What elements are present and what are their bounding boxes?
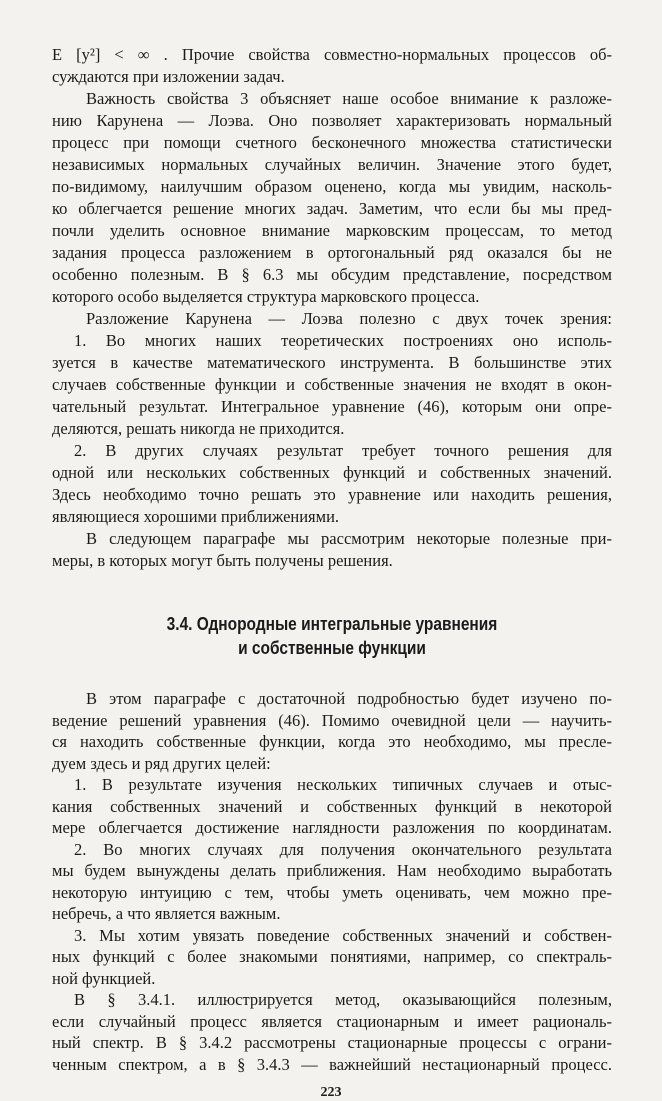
text-line: В этом параграфе с достаточной подробностью будет изучено по- <box>86 689 612 708</box>
text-line: ся находить собственные функции, когда это необходимо, мы пресле- <box>52 732 612 751</box>
text-line: 1. В результате изучения нескольких типичных случаев и отыс- <box>74 775 612 794</box>
text-line: 1. Во многих наших теоретических построениях оно исполь- <box>74 331 612 350</box>
text-line: В следующем параграфе мы рассмотрим некоторые полезные при- <box>86 529 612 548</box>
text-line: 3. Мы хотим увязать поведение собственных значений и собствен- <box>74 925 612 945</box>
text-line: если случайный процесс является стационарным и имеет рациональ- <box>52 1011 612 1031</box>
text-line: небречь, а что является важным. <box>52 904 281 923</box>
text-line: мере облегчается достижение наглядности разложения по координатам. <box>52 818 612 837</box>
text-line: нию Карунена — Лоэва. Оно позволяет характеризовать нормальный <box>52 111 612 130</box>
section-heading-line-2: и собственные функции <box>238 638 426 658</box>
text-line: кания собственных значений и собственных функций в некоторой <box>52 796 612 816</box>
text-line: 2. В других случаях результат требует точного решения для <box>74 441 612 460</box>
text-line: ный спектр. В § 3.4.2 рассмотрены стационарные процессы с ограни- <box>52 1033 612 1052</box>
text-line: Здесь необходимо точно решать это уравнение или находить решения, <box>52 485 612 504</box>
text-line: задания процесса разложением в ортогональный ряд оказался бы не <box>52 243 612 262</box>
page-number: 223 <box>320 1085 342 1100</box>
text-line: чательный результат. Интегральное уравнение (46), которым они опре- <box>52 397 612 416</box>
text-line: E [y²] < ∞ . Прочие свойства совместно-нормальных процессов об- <box>52 45 612 64</box>
text-line: ных функций с более знакомыми понятиями, например, со спектраль- <box>52 947 612 966</box>
text-line: некоторую интуицию с тем, чтобы уметь оценивать, чем можно пре- <box>52 882 612 902</box>
text-line: меры, в которых могут быть получены решения. <box>52 551 393 570</box>
text-line: 2. Во многих случаях для получения окончательного результата <box>74 839 612 859</box>
text-line: процесс при помощи счетного бесконечного множества статистически <box>52 133 612 152</box>
text-line: ко облегчается решение многих задач. Заметим, что если бы мы пред- <box>52 199 612 218</box>
text-line: ченным спектром, а в § 3.4.3 — важнейший нестационарный процесс. <box>52 1054 612 1074</box>
text-line: Разложение Карунена — Лоэва полезно с двух точек зрения: <box>86 309 612 328</box>
text-line: являющиеся хорошими приближениями. <box>52 507 340 526</box>
text-line: ведение решений уравнения (46). Помимо очевидной цели — научить- <box>52 710 612 730</box>
text-line: по-видимому, наилучшим образом оценено, когда мы увидим, насколь- <box>52 177 612 196</box>
text-line: особенно полезным. В § 6.3 мы обсудим представление, посредством <box>52 265 612 284</box>
text-line: дуем здесь и ряд других целей: <box>52 753 271 773</box>
text-line: независимых нормальных случайных величин. Значение этого будет, <box>52 155 612 174</box>
text-line: почли уделить основное внимание марковским процессам, то метод <box>52 221 612 240</box>
text-line: суждаются при изложении задач. <box>52 67 285 86</box>
text-line: В § 3.4.1. иллюстрируется метод, оказывающийся полезным, <box>74 990 612 1009</box>
text-line: Важность свойства 3 объясняет наше особое внимание к разложе- <box>86 89 612 108</box>
text-line: случаев собственные функции и собственные значения не входят в окон- <box>52 375 612 394</box>
text-line: ной функцией. <box>52 968 156 988</box>
text-line: зуется в качестве математического инструмента. В большинстве этих <box>52 353 612 372</box>
text-line: деляются, решать никогда не приходится. <box>52 419 345 438</box>
text-line: которого особо выделяется структура марковского процесса. <box>52 287 480 306</box>
text-line: мы будем вынуждены делать приближения. Нам необходимо выработать <box>52 861 612 880</box>
text-line: одной или нескольких собственных функций и собственных значений. <box>52 463 612 482</box>
section-heading-line-1: 3.4. Однородные интегральные уравнения <box>166 614 498 634</box>
